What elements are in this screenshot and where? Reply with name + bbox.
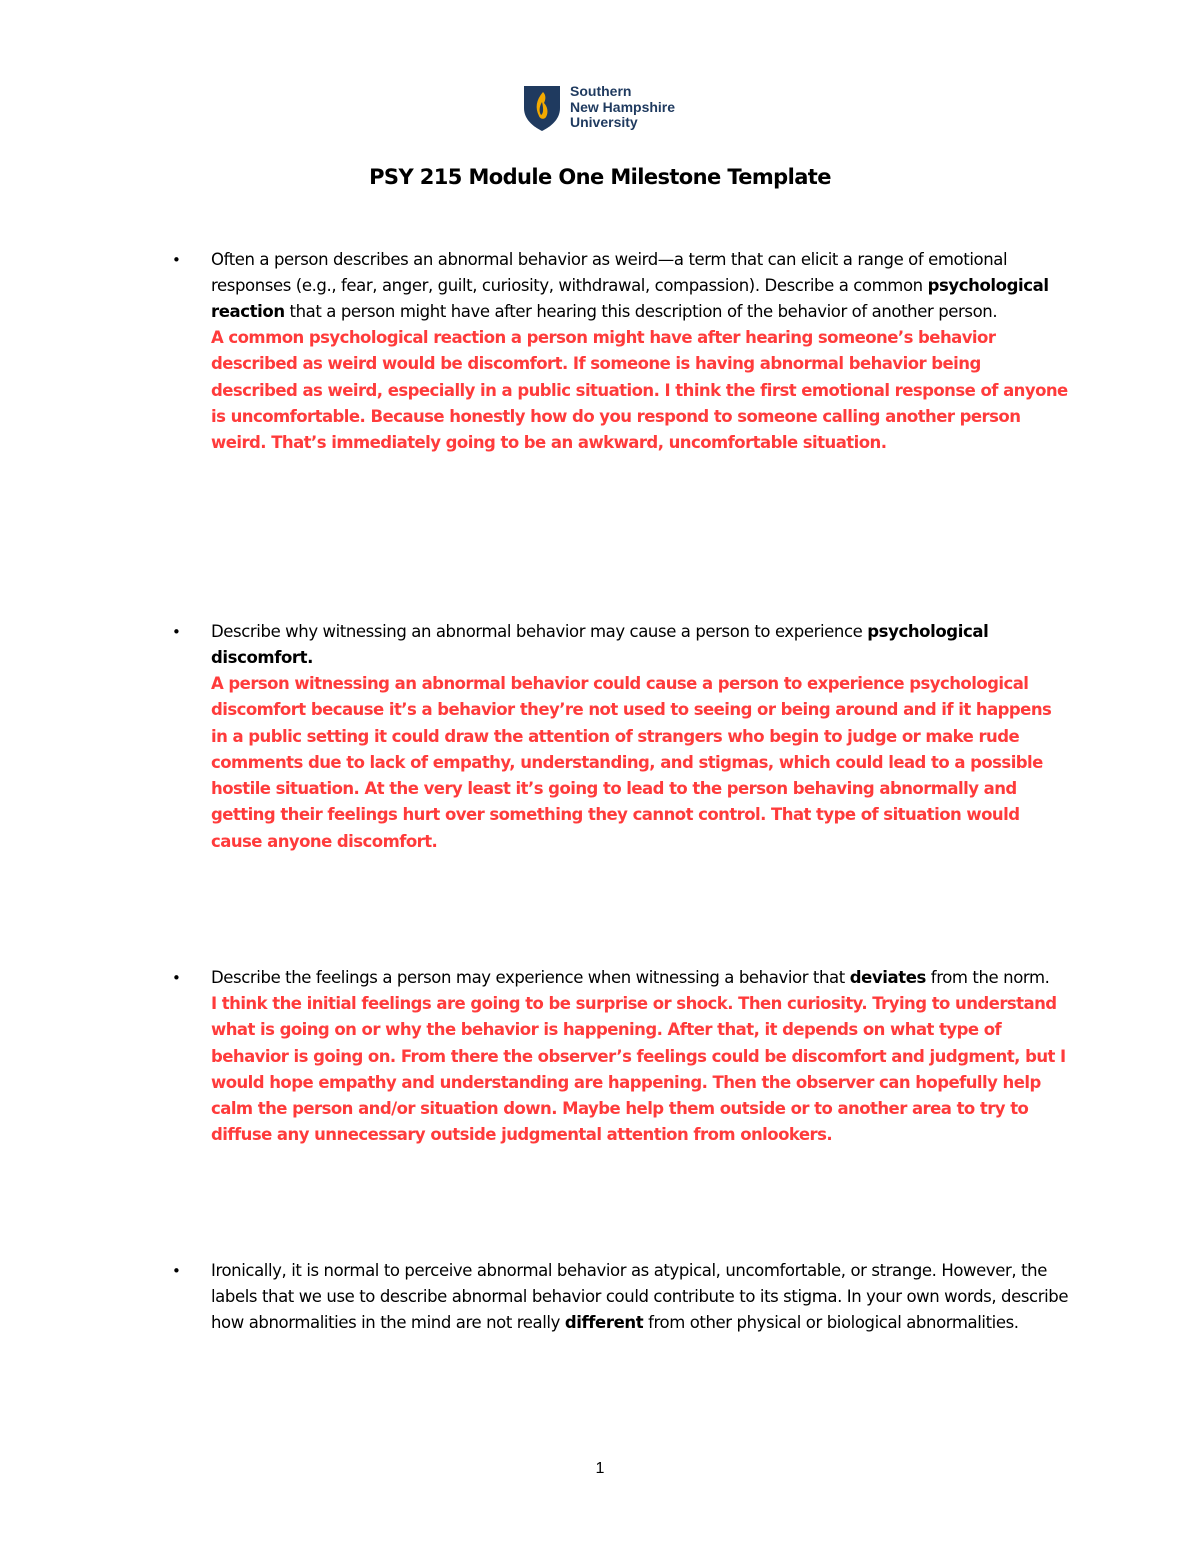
question-emphasis: psychological discomfort. — [211, 622, 989, 667]
bullet-icon: • — [172, 251, 181, 269]
question-emphasis: different — [564, 1313, 644, 1332]
question-text — [211, 619, 1071, 671]
question-text-post: from other physical or biological abnormalities. — [643, 1313, 1019, 1332]
document-title: PSY 215 Module One Milestone Template — [369, 165, 831, 189]
question-text-post: from the norm. — [925, 968, 1050, 987]
university-logo — [522, 84, 692, 134]
question-text-pre: Often a person describes an abnormal behavior as weird—a term that can elicit a range of emotional responses (e.g., fear, anger, guilt, curiosity, withdrawal, compassion). Describe a common — [211, 250, 1008, 295]
question-text-pre: Describe why witnessing an abnormal behavior may cause a person to experience — [211, 622, 868, 641]
logo-line-1: Southern — [570, 83, 632, 99]
question-emphasis: deviates — [849, 968, 926, 987]
question-emphasis: psychological reaction — [211, 276, 1049, 321]
page-number: 1 — [595, 1460, 605, 1477]
logo-line-3: University — [570, 114, 638, 130]
answer-text: A common psychological reaction a person might have after hearing someone’s behavior described as weird would be discomfort. If someone is having abnormal behavior being described as weird, especially in a public situation. I think the first emotional response of anyone is uncomfortable. Because honestly how do you respond to someone calling another person weird. That’s immediately going to be an awkward, uncomfortable situation. — [211, 328, 1068, 453]
logo-line-2: New Hampshire — [570, 98, 676, 115]
question-text — [211, 965, 1071, 991]
bullet-icon: • — [172, 1262, 181, 1280]
shield-logo-icon — [522, 84, 562, 132]
answer-text: I think the initial feelings are going to be surprise or shock. Then curiosity. Trying to understand what is going on or why the behavior is happening. After that, it depends on what type of behavior is going on. From there the observer’s feelings could be discomfort and judgment, but I would hope empathy and understanding are happening. Then the observer can hopefully help calm the person and/or situation down. Maybe help them outside or to another area to try to diffuse any unnecessary outside judgmental attention from onlookers. — [211, 994, 1066, 1145]
question-text — [211, 247, 1071, 325]
question-text-pre: Describe the feelings a person may experience when witnessing a behavior that — [211, 968, 850, 987]
logo-wordmark — [570, 84, 675, 131]
question-text — [211, 1258, 1071, 1336]
bullet-icon: • — [172, 623, 181, 641]
question-text-post: that a person might have after hearing this description of the behavior of another person. — [284, 302, 998, 321]
bullet-icon: • — [172, 969, 181, 987]
question-text-pre: Ironically, it is normal to perceive abnormal behavior as atypical, uncomfortable, or strange. However, the labels that we use to describe abnormal behavior could contribute to its stigma. In your own words, describe how abnormalities in the mind are not really — [211, 1261, 1069, 1332]
answer-text: A person witnessing an abnormal behavior could cause a person to experience psychological discomfort because it’s a behavior they’re not used to seeing or being around and if it happens in a public setting it could draw the attention of strangers who begin to judge or make rude comments due to lack of empathy, understanding, and stigmas, which could lead to a possible hostile situation. At the very least it’s going to lead to the person behaving abnormally and getting their feelings hurt over something they cannot control. That type of situation would cause anyone discomfort. — [211, 674, 1052, 851]
